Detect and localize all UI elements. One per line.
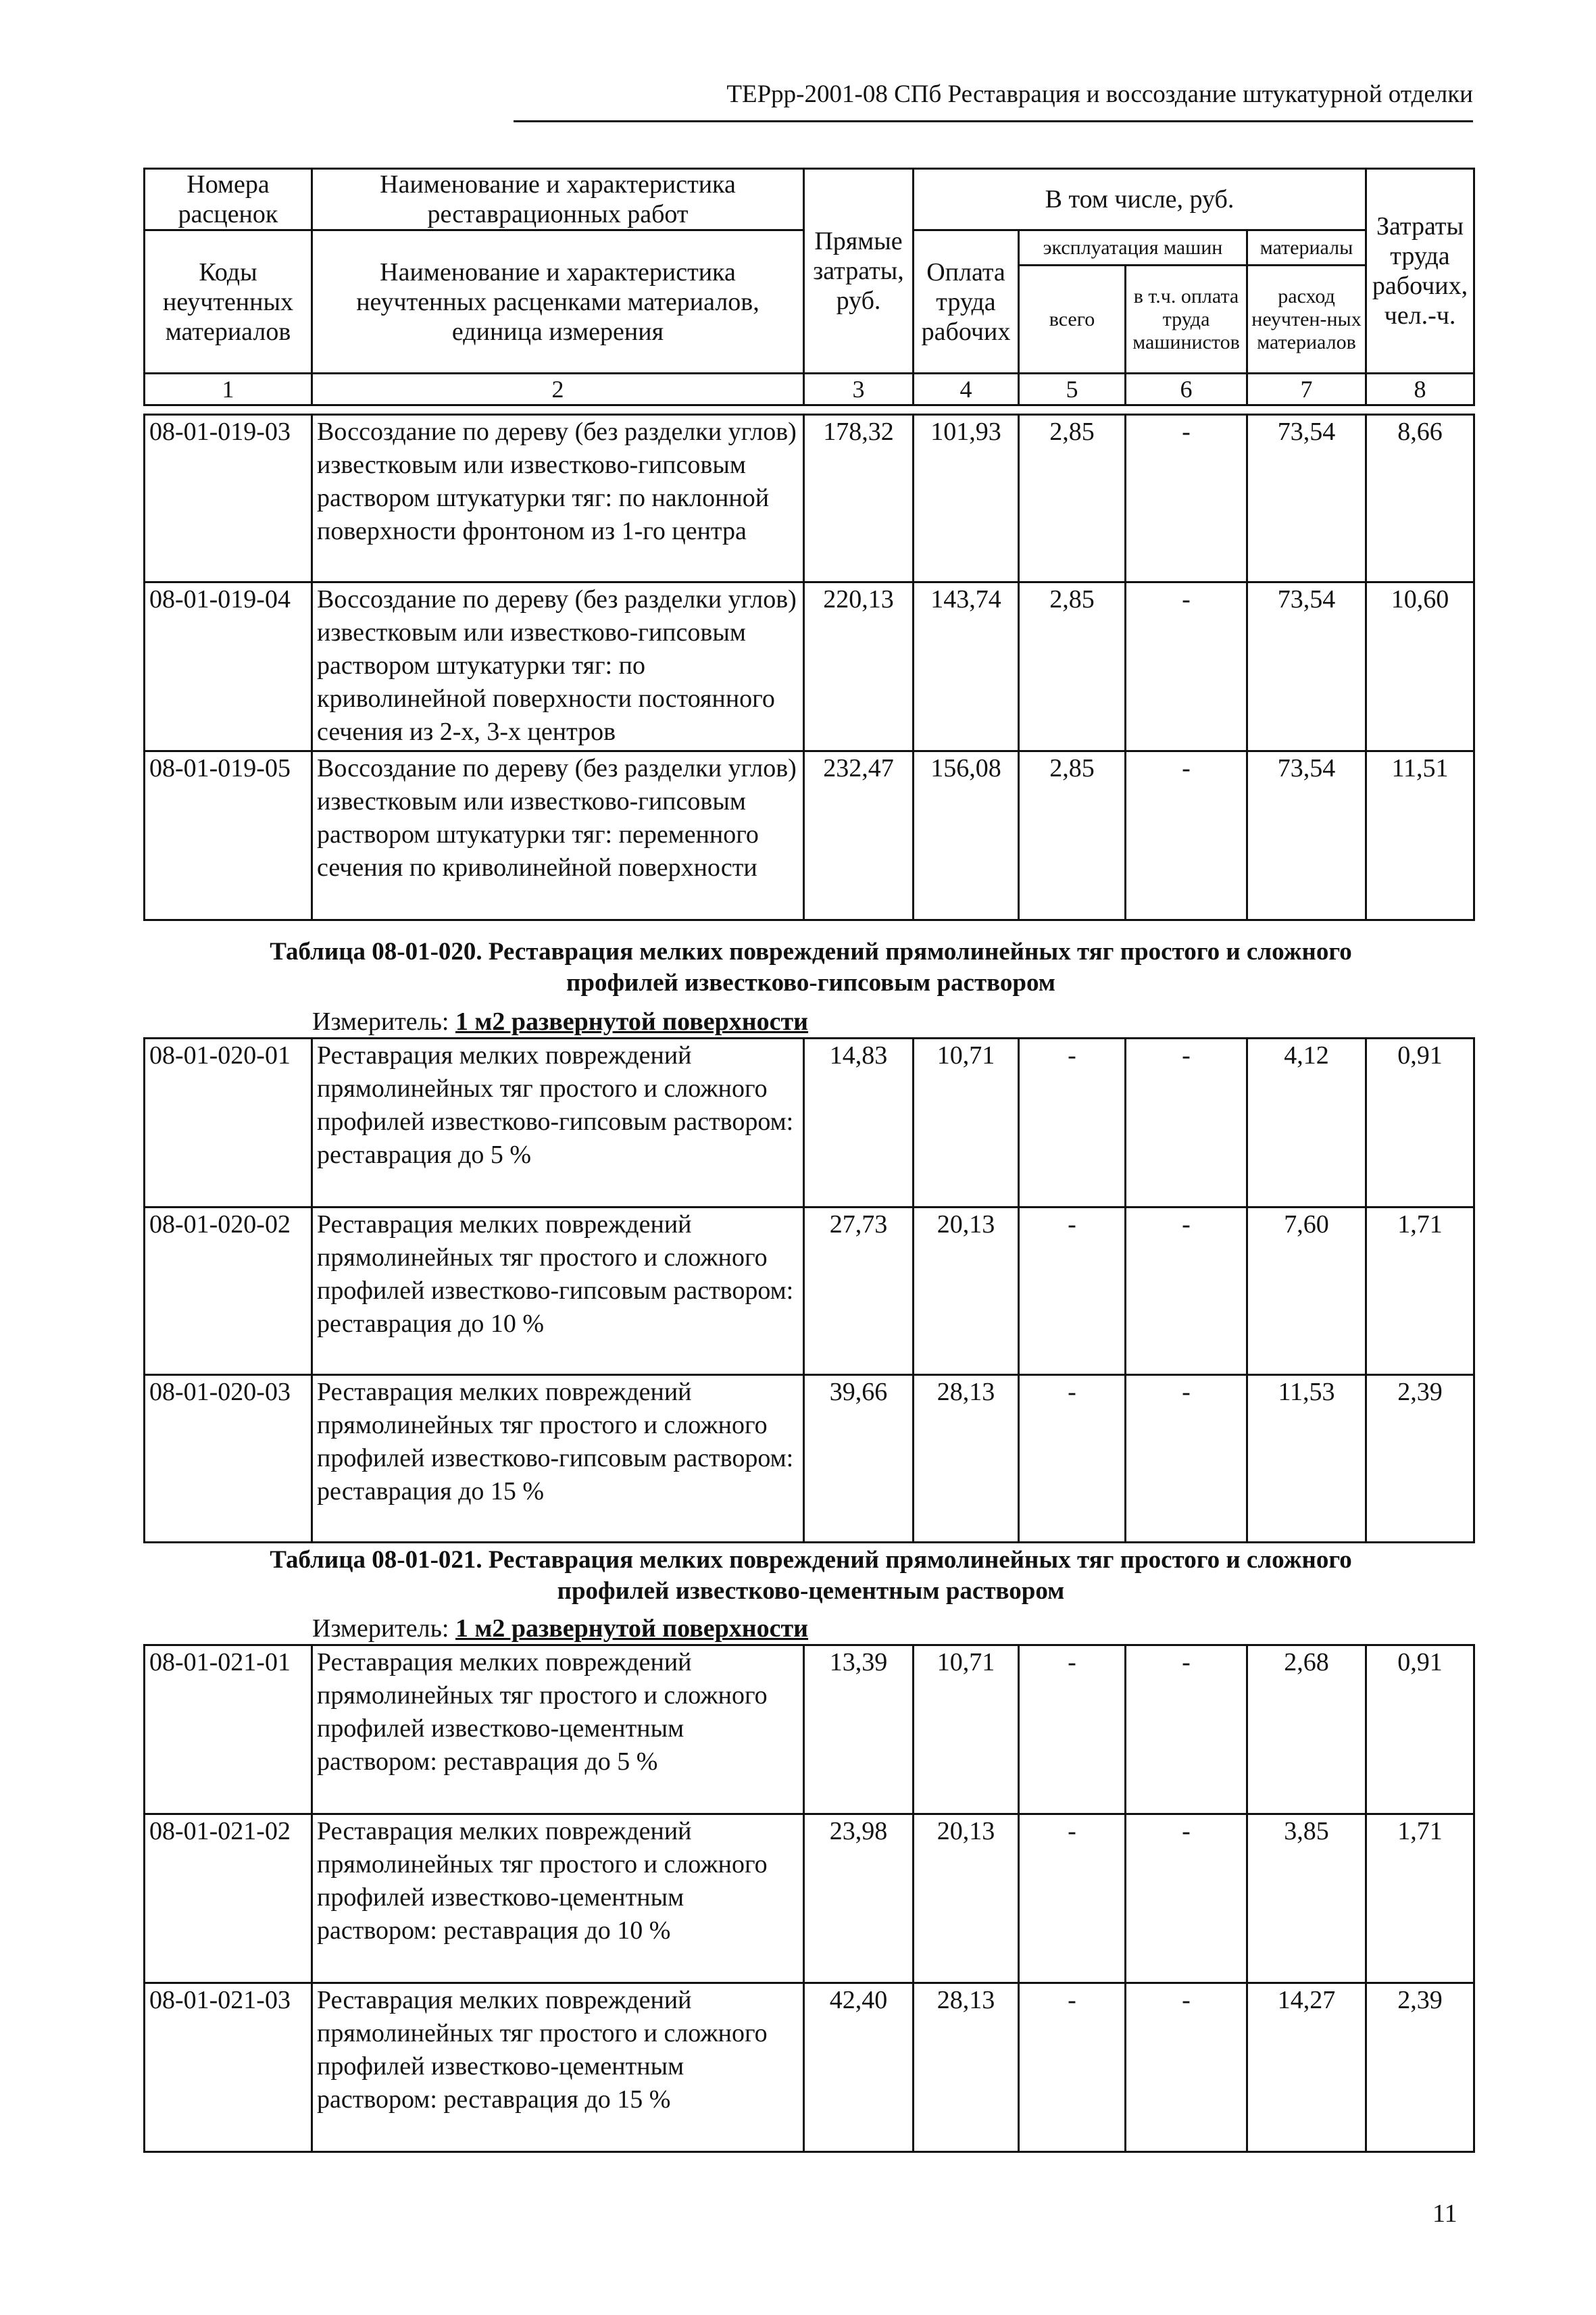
table-021-title — [149, 1545, 1473, 1607]
column-number: 8 — [1366, 374, 1474, 405]
table-row — [145, 415, 1474, 582]
header-machines-wages: в т.ч. оплата труда машинистов — [1126, 266, 1247, 374]
rate-code: 08-01-020-01 — [145, 1039, 312, 1208]
wages: 101,93 — [914, 415, 1019, 582]
page-number: 11 — [1432, 2199, 1457, 2228]
direct-costs: 42,40 — [804, 1983, 914, 2152]
wages: 28,13 — [914, 1983, 1019, 2152]
meter-label: Измеритель: — [312, 1007, 449, 1036]
machines-total: 2,85 — [1019, 582, 1126, 751]
rate-code: 08-01-019-05 — [145, 751, 312, 920]
materials: 4,12 — [1247, 1039, 1366, 1208]
header-name-top: Наименование и характеристика реставрационных работ — [312, 169, 804, 230]
machines-total: 2,85 — [1019, 415, 1126, 582]
wages: 143,74 — [914, 582, 1019, 751]
labor-costs: 1,71 — [1366, 1208, 1474, 1375]
work-name: Воссоздание по дереву (без разделки углов) известковым или известково-гипсовым раствором штукатурки тяг: переменного сечения по криволинейной поверхности — [312, 751, 804, 920]
header-materials-unaccounted: расход неучтен-ных материалов — [1247, 266, 1366, 374]
machines-total: - — [1019, 1983, 1126, 2152]
meter-value: 1 м2 развернутой поверхности — [455, 1007, 809, 1036]
meter-value: 1 м2 развернутой поверхности — [455, 1614, 809, 1643]
rate-code: 08-01-019-04 — [145, 582, 312, 751]
header-including: В том числе, руб. — [914, 169, 1366, 230]
rate-code: 08-01-021-03 — [145, 1983, 312, 2152]
materials: 3,85 — [1247, 1814, 1366, 1983]
machines-wages: - — [1126, 582, 1247, 751]
work-name: Воссоздание по дереву (без разделки углов) известковым или известково-гипсовым раствором штукатурки тяг: по наклонной поверхности фронтоном из 1-го центра — [312, 415, 804, 582]
work-name: Реставрация мелких повреждений прямолинейных тяг простого и сложного профилей известково-гипсовым раствором: реставрация до 5 % — [312, 1039, 804, 1208]
machines-wages: - — [1126, 1208, 1247, 1375]
direct-costs: 220,13 — [804, 582, 914, 751]
wages: 156,08 — [914, 751, 1019, 920]
work-name: Реставрация мелких повреждений прямолинейных тяг простого и сложного профилей известково-цементным раствором: реставрация до 10 % — [312, 1814, 804, 1983]
materials: 14,27 — [1247, 1983, 1366, 2152]
rates-table-020 — [143, 1037, 1475, 1543]
wages: 20,13 — [914, 1208, 1019, 1375]
column-number: 4 — [914, 374, 1019, 405]
machines-total: - — [1019, 1208, 1126, 1375]
labor-costs: 2,39 — [1366, 1375, 1474, 1543]
table-row — [145, 1983, 1474, 2152]
page-header: ТЕРрр-2001-08 СПб Реставрация и воссоздание штукатурной отделки — [726, 80, 1473, 108]
table-020-title — [149, 937, 1473, 999]
wages: 10,71 — [914, 1039, 1019, 1208]
header-direct-costs: Прямые затраты, руб. — [804, 169, 914, 374]
header-rule — [514, 120, 1473, 122]
table-row — [145, 582, 1474, 751]
labor-costs: 11,51 — [1366, 751, 1474, 920]
direct-costs: 178,32 — [804, 415, 914, 582]
machines-wages: - — [1126, 1375, 1247, 1543]
column-number: 5 — [1019, 374, 1126, 405]
labor-costs: 0,91 — [1366, 1039, 1474, 1208]
table-021-title-line2: профилей известково-цементным раствором — [557, 1577, 1065, 1605]
machines-wages: - — [1126, 1645, 1247, 1814]
header-codes-bottom: Коды неучтенных материалов — [145, 230, 312, 374]
machines-wages: - — [1126, 415, 1247, 582]
rate-code: 08-01-021-01 — [145, 1645, 312, 1814]
materials: 73,54 — [1247, 751, 1366, 920]
column-number: 1 — [145, 374, 312, 405]
machines-total: - — [1019, 1645, 1126, 1814]
table-021-title-line1: Таблица 08-01-021. Реставрация мелких повреждений прямолинейных тяг простого и сложного — [270, 1546, 1352, 1574]
column-header-table — [143, 168, 1475, 406]
materials: 7,60 — [1247, 1208, 1366, 1375]
table-020-title-line1: Таблица 08-01-020. Реставрация мелких повреждений прямолинейных тяг простого и сложного — [270, 938, 1352, 966]
header-wages: Оплата труда рабочих — [914, 230, 1019, 374]
rate-code: 08-01-021-02 — [145, 1814, 312, 1983]
work-name: Реставрация мелких повреждений прямолинейных тяг простого и сложного профилей известково-гипсовым раствором: реставрация до 15 % — [312, 1375, 804, 1543]
direct-costs: 27,73 — [804, 1208, 914, 1375]
wages: 20,13 — [914, 1814, 1019, 1983]
machines-total: - — [1019, 1039, 1126, 1208]
column-number: 6 — [1126, 374, 1247, 405]
meter-label: Измеритель: — [312, 1614, 449, 1643]
work-name: Реставрация мелких повреждений прямолинейных тяг простого и сложного профилей известково-гипсовым раствором: реставрация до 10 % — [312, 1208, 804, 1375]
materials: 73,54 — [1247, 415, 1366, 582]
labor-costs: 2,39 — [1366, 1983, 1474, 2152]
header-labor-costs: Затраты труда рабочих, чел.-ч. — [1366, 169, 1474, 374]
table-row — [145, 1375, 1474, 1543]
work-name: Воссоздание по дереву (без разделки углов) известковым или известково-гипсовым раствором штукатурки тяг: по криволинейной поверхности постоянного сечения из 2-х, 3-х центров — [312, 582, 804, 751]
table-row — [145, 1645, 1474, 1814]
wages: 28,13 — [914, 1375, 1019, 1543]
labor-costs: 8,66 — [1366, 415, 1474, 582]
machines-total: - — [1019, 1375, 1126, 1543]
header-machines: эксплуатация машин — [1019, 230, 1247, 266]
header-materials: материалы — [1247, 230, 1366, 266]
machines-wages: - — [1126, 751, 1247, 920]
machines-wages: - — [1126, 1983, 1247, 2152]
materials: 73,54 — [1247, 582, 1366, 751]
rate-code: 08-01-019-03 — [145, 415, 312, 582]
column-number: 7 — [1247, 374, 1366, 405]
table-020-title-line2: профилей известково-гипсовым раствором — [566, 969, 1055, 997]
machines-wages: - — [1126, 1039, 1247, 1208]
direct-costs: 13,39 — [804, 1645, 914, 1814]
header-machines-total: всего — [1019, 266, 1126, 374]
machines-wages: - — [1126, 1814, 1247, 1983]
header-name-bottom: Наименование и характеристика неучтенных расценками материалов, единица измерения — [312, 230, 804, 374]
direct-costs: 39,66 — [804, 1375, 914, 1543]
machines-total: 2,85 — [1019, 751, 1126, 920]
table-row — [145, 1208, 1474, 1375]
materials: 2,68 — [1247, 1645, 1366, 1814]
machines-total: - — [1019, 1814, 1126, 1983]
labor-costs: 10,60 — [1366, 582, 1474, 751]
column-number: 3 — [804, 374, 914, 405]
wages: 10,71 — [914, 1645, 1019, 1814]
header-codes-top: Номера расценок — [145, 169, 312, 230]
labor-costs: 1,71 — [1366, 1814, 1474, 1983]
work-name: Реставрация мелких повреждений прямолинейных тяг простого и сложного профилей известково-цементным раствором: реставрация до 15 % — [312, 1983, 804, 2152]
rate-code: 08-01-020-03 — [145, 1375, 312, 1543]
direct-costs: 23,98 — [804, 1814, 914, 1983]
direct-costs: 14,83 — [804, 1039, 914, 1208]
rates-table-021 — [143, 1644, 1475, 2153]
direct-costs: 232,47 — [804, 751, 914, 920]
table-row — [145, 1039, 1474, 1208]
table-020-meter — [312, 1007, 808, 1037]
rates-table-019 — [143, 414, 1475, 921]
table-021-meter — [312, 1614, 808, 1643]
materials: 11,53 — [1247, 1375, 1366, 1543]
table-row — [145, 751, 1474, 920]
labor-costs: 0,91 — [1366, 1645, 1474, 1814]
rate-code: 08-01-020-02 — [145, 1208, 312, 1375]
work-name: Реставрация мелких повреждений прямолинейных тяг простого и сложного профилей известково-цементным раствором: реставрация до 5 % — [312, 1645, 804, 1814]
table-row — [145, 1814, 1474, 1983]
column-number: 2 — [312, 374, 804, 405]
